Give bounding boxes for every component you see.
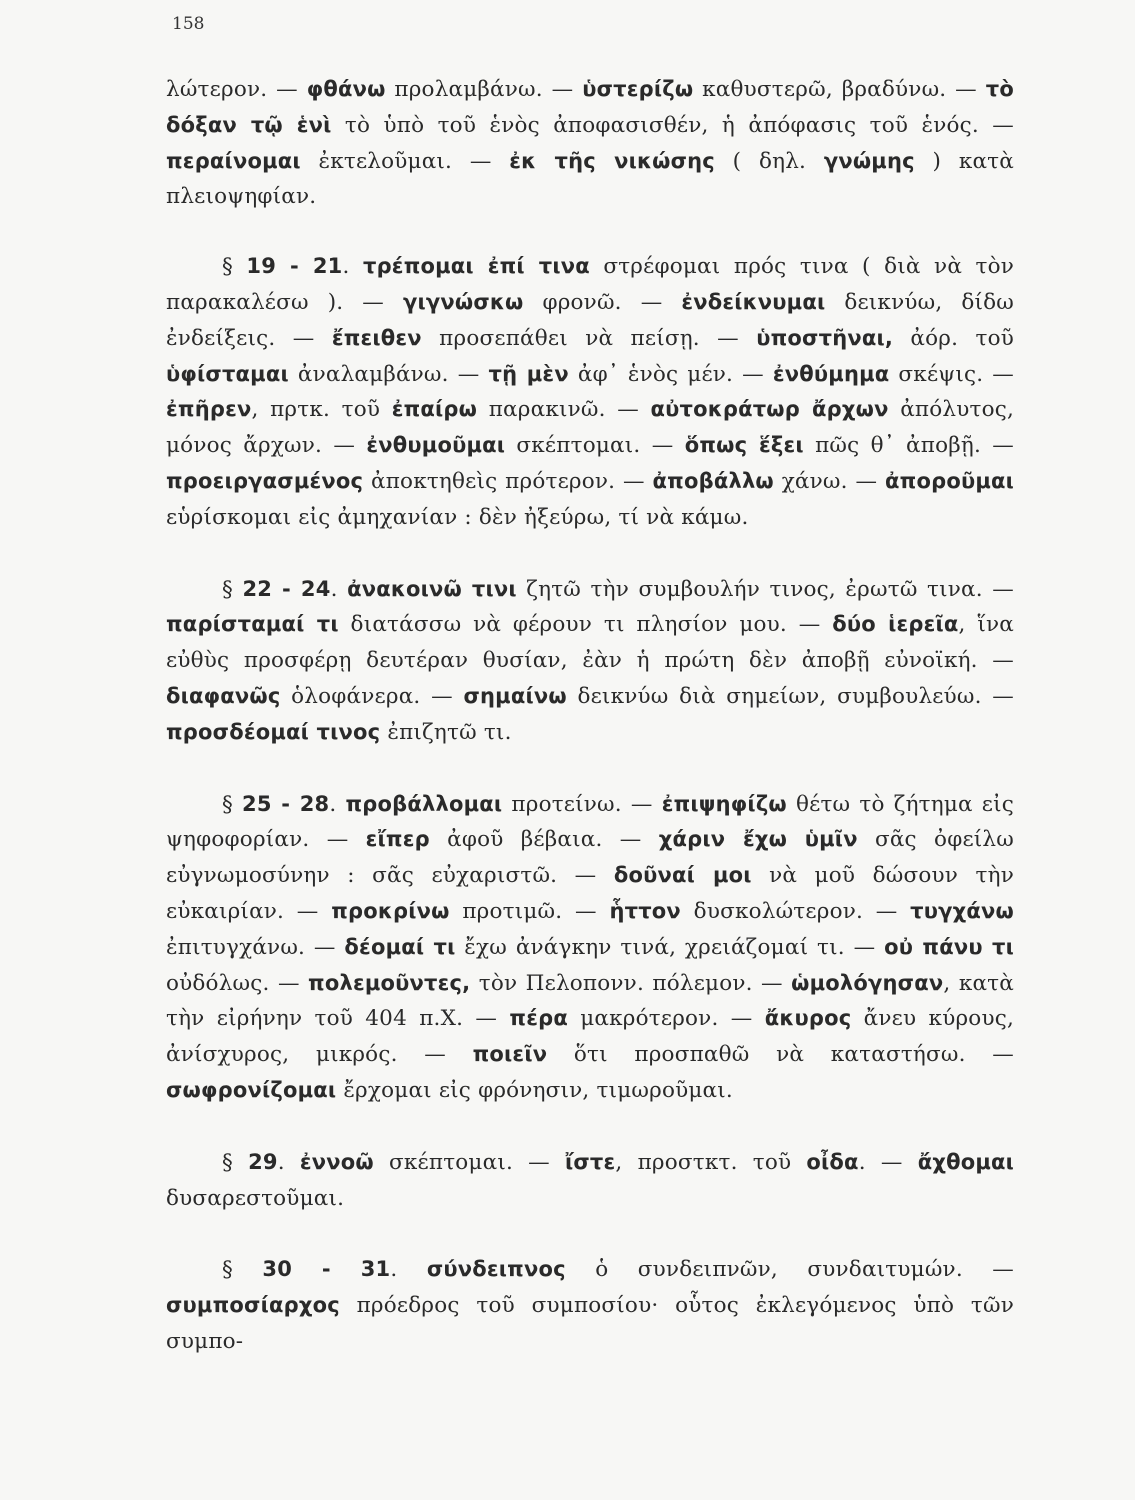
gloss-text: παρακινῶ. — bbox=[477, 397, 651, 423]
gloss-text: ἐπιτυγχάνω. — bbox=[166, 934, 345, 960]
lemma-term: ἀποροῦμαι bbox=[885, 468, 1014, 493]
lemma-term: ποιεῖν bbox=[472, 1042, 548, 1067]
lemma-term: χάριν ἔχω ὑμῖν bbox=[658, 827, 858, 852]
section-paragraph: § 30 - 31. σύνδειπνος ὁ συνδειπνῶν, συνδαιτυμών. — συμποσίαρχος πρόεδρος τοῦ συμποσίου· οὗτος ἐκλεγόμενος ὑπὸ τῶν συμπο- bbox=[166, 1257, 1014, 1354]
lemma-term: περαίνομαι bbox=[166, 148, 301, 173]
gloss-text: ( δηλ. bbox=[714, 148, 824, 174]
gloss-text: σκέπτομαι. — bbox=[373, 1149, 565, 1175]
lemma-term: προκρίνω bbox=[331, 898, 450, 923]
lemma-term: ἀποβάλλω bbox=[652, 468, 774, 493]
gloss-text: ἀφοῦ βέβαια. — bbox=[429, 827, 659, 853]
lemma-term: φθάνω bbox=[306, 77, 386, 101]
section-paragraph: § 29. ἐννοῶ σκέπτομαι. — ἴστε, προστκτ. τοῦ οἶδα. — ἄχθομαι δυσαρεστοῦμαι. bbox=[166, 1149, 1014, 1211]
gloss-text: προσεπάθει νὰ πείσῃ. — bbox=[421, 325, 757, 351]
gloss-text: δυσαρεστοῦμαι. bbox=[166, 1185, 345, 1211]
gloss-text: νὰ μοῦ δώσουν τὴν εὐκαιρίαν. — bbox=[166, 863, 1014, 924]
section-number: 29 bbox=[248, 1149, 278, 1174]
lemma-term: δέομαί τι bbox=[344, 934, 456, 959]
section-number: 22 - 24 bbox=[242, 576, 331, 601]
lemma-term: ἧττον bbox=[609, 898, 681, 923]
gloss-text: στρέφομαι πρός τινα ( διὰ νὰ τὸν παρακαλέσω ). — bbox=[166, 254, 1015, 315]
body-text bbox=[166, 72, 1014, 1360]
lemma-term: ἐπαίρω bbox=[391, 397, 478, 422]
lemma-term: ἐπῆρεν bbox=[166, 397, 252, 422]
gloss-text: δυσκολώτερον. — bbox=[680, 898, 911, 924]
lemma-term: τὸ δόξαν τῷ ἑνὶ bbox=[166, 77, 1014, 137]
section-paragraph: § 19 - 21. τρέπομαι ἐπί τινα στρέφομαι πρός τινα ( διὰ νὰ τὸν παρακαλέσω ). — γιγνώσκω φρονῶ. — ἐνδείκνυμαι δεικνύω, δίδω ἐνδείξεις. — ἔπειθεν προσεπάθει νὰ πείσῃ. — ὑποστῆναι, ἀόρ. τοῦ ὑφίσταμαι ἀναλαμβάνω. — τῇ μὲν ἀφ᾿ ἑνὸς μέν. — ἐνθύμημα σκέψις. — ἐπῆρεν, πρτκ. τοῦ ἐπαίρω παρακινῶ. — αὐτοκράτωρ ἄρχων ἀπόλυτος, μόνος ἄρχων. — ἐνθυμοῦμαι σκέπτομαι. — ὅπως ἕξει πῶς θ᾿ ἀποβῇ. — προειργασμένος ἀποκτηθεὶς πρότερον. — ἀποβάλλω χάνω. — ἀποροῦμαι εὑρίσκομαι εἰς ἀμηχανίαν : δὲν ἠξεύρω, τί νὰ κάμω. bbox=[166, 254, 1015, 530]
lemma-term: δύο ἱερεῖα bbox=[832, 612, 959, 637]
gloss-text: χάνω. — bbox=[773, 468, 886, 494]
lemma-term: τυγχάνω bbox=[910, 898, 1014, 923]
gloss-text: φρονῶ. — bbox=[523, 289, 682, 315]
gloss-text: σκέψις. — bbox=[889, 361, 1014, 387]
gloss-text: εὑρίσκομαι εἰς ἀμηχανίαν : δὲν ἠξεύρω, τί νὰ κάμω. bbox=[166, 504, 749, 530]
gloss-text: . — bbox=[858, 1149, 918, 1175]
lemma-term: παρίσταμαί τι bbox=[166, 612, 339, 637]
gloss-text: πρόεδρος τοῦ συμποσίου· οὗτος ἐκλεγόμενος ὑπὸ τῶν συμπο- bbox=[166, 1293, 1014, 1354]
lemma-term: τρέπομαι ἐπί τινα bbox=[362, 254, 590, 279]
gloss-text: ἐπιζητῶ τι. bbox=[380, 719, 512, 745]
gloss-text: ἔχω ἀνάγκην τινά, χρειάζομαί τι. — bbox=[455, 934, 885, 960]
gloss-text: δεικνύω, δίδω ἐνδείξεις. — bbox=[166, 289, 1014, 351]
gloss-text: ἄνευ κύρους, ἀνίσχυρος, μικρός. — bbox=[166, 1006, 1014, 1068]
gloss-text: ζητῶ τὴν συμβουλήν τινος, ἐρωτῶ τινα. — bbox=[516, 576, 1014, 602]
gloss-text: , πρτκ. τοῦ bbox=[251, 397, 392, 423]
lemma-term: προβάλλομαι bbox=[345, 791, 503, 816]
gloss-text: ἐκτελοῦμαι. — bbox=[300, 148, 510, 174]
gloss-text: διατάσσω νὰ φέρουν τι πλησίον μου. — bbox=[338, 612, 833, 638]
lemma-term: πέρα bbox=[509, 1006, 568, 1031]
gloss-text: ἀπόλυτος, μόνος ἄρχων. — bbox=[166, 397, 1014, 459]
gloss-text: ἔρχομαι εἰς φρόνησιν, τιμωροῦμαι. bbox=[336, 1077, 733, 1103]
lemma-term: οὐ πάνυ τι bbox=[884, 934, 1014, 959]
section-sign: § bbox=[222, 254, 247, 280]
lemma-term: προσδέομαί τινος bbox=[166, 719, 381, 744]
section-number: 25 - 28 bbox=[242, 791, 330, 816]
gloss-text: ἀναλαμβάνω. — bbox=[288, 361, 489, 387]
lemma-term: δοῦναί μοι bbox=[613, 863, 752, 888]
section-number: 19 - 21 bbox=[246, 254, 343, 279]
lemma-term: ἐνδείκνυμαι bbox=[681, 289, 826, 314]
section-paragraph: § 22 - 24. ἀνακοινῶ τινι ζητῶ τὴν συμβουλήν τινος, ἐρωτῶ τινα. — παρίσταμαί τι διατάσσω νὰ φέρουν τι πλησίον μου. — δύο ἱερεῖα, ἵνα εὐθὺς προσφέρῃ δευτέραν θυσίαν, ἐὰν ἡ πρώτη δὲν ἀποβῇ εὐνοϊκή. — διαφανῶς ὁλοφάνερα. — σημαίνω δεικνύω διὰ σημείων, συμβουλεύω. — προσδέομαί τινος ἐπιζητῶ τι. bbox=[166, 576, 1014, 745]
lemma-term: ἀνακοινῶ τινι bbox=[347, 576, 517, 601]
lemma-term: ἐννοῶ bbox=[299, 1149, 374, 1174]
gloss-text: μακρότερον. — bbox=[567, 1006, 765, 1032]
lemma-term: εἴπερ bbox=[365, 827, 430, 852]
lemma-term: προειργασμένος bbox=[166, 468, 364, 493]
lemma-term: ὑστερίζω bbox=[582, 77, 694, 101]
lemma-term: ἐκ τῆς νικώσης bbox=[509, 148, 715, 173]
gloss-text: ὁλοφάνερα. — bbox=[280, 683, 464, 709]
gloss-text: , ἵνα εὐθὺς προσφέρῃ δευτέραν θυσίαν, ἐὰν ἡ πρώτη δὲν ἀποβῇ εὐνοϊκή. — bbox=[166, 612, 1014, 674]
page-number: 158 bbox=[172, 14, 205, 34]
section-sign: § bbox=[222, 1257, 263, 1283]
gloss-text: ἀφ᾿ ἑνὸς μέν. — bbox=[568, 361, 773, 387]
lemma-term: σωφρονίζομαι bbox=[166, 1077, 337, 1102]
gloss-text: πῶς θ᾿ ἀποβῇ. — bbox=[803, 433, 1014, 459]
lemma-term: ἐπιψηφίζω bbox=[661, 791, 787, 816]
section-paragraph: § 25 - 28. προβάλλομαι προτείνω. — ἐπιψηφίζω θέτω τὸ ζήτημα εἰς ψηφοφορίαν. — εἴπερ ἀφοῦ βέβαια. — χάριν ἔχω ὑμῖν σᾶς ὀφείλω εὐγνωμοσύνην : σᾶς εὐχαριστῶ. — δοῦναί μοι νὰ μοῦ δώσουν τὴν εὐκαιρίαν. — προκρίνω προτιμῶ. — ἧττον δυσκολώτερον. — τυγχάνω ἐπιτυγχάνω. — δέομαί τι ἔχω ἀνάγκην τινά, χρειάζομαί τι. — οὐ πάνυ τι οὐδόλως. — πολεμοῦντες, τὸν Πελοπονν. πόλεμον. — ὡμολόγησαν, κατὰ τὴν εἰρήνην τοῦ 404 π.Χ. — πέρα μακρότερον. — ἄκυρος ἄνευ κύρους, ἀνίσχυρος, μικρός. — ποιεῖν ὅτι προσπαθῶ νὰ καταστήσω. — σωφρονίζομαι ἔρχομαι εἰς φρόνησιν, τιμωροῦμαι. bbox=[166, 791, 1015, 1103]
lemma-term: ἔπειθεν bbox=[331, 325, 422, 350]
section-sign: § bbox=[222, 576, 243, 602]
lemma-term: σημαίνω bbox=[463, 683, 567, 708]
gloss-text: σᾶς ὀφείλω εὐγνωμοσύνην : σᾶς εὐχαριστῶ. — bbox=[166, 827, 1014, 889]
gloss-text: ἀποκτηθεὶς πρότερον. — bbox=[363, 468, 653, 494]
gloss-text: τὸν Πελοπονν. πόλεμον. — bbox=[470, 970, 792, 996]
gloss-text: προλαμβάνω. — bbox=[385, 77, 583, 102]
gloss-text: θέτω τὸ ζήτημα εἰς ψηφοφορίαν. — bbox=[166, 791, 1015, 853]
gloss-text: λώτερον. — bbox=[166, 77, 307, 102]
gloss-text: ὅτι προσπαθῶ νὰ καταστήσω. — bbox=[547, 1042, 1014, 1068]
gloss-text: προτείνω. — bbox=[502, 791, 662, 817]
section-number: 30 - 31 bbox=[262, 1257, 391, 1282]
gloss-text: καθυστερῶ, βραδύνω. — bbox=[693, 77, 986, 102]
gloss-text: τὸ ὑπὸ τοῦ ἑνὸς ἀποφασισθέν, ἡ ἀπόφασις τοῦ ἑνός. — bbox=[331, 112, 1014, 138]
lemma-term: ὑποστῆναι, bbox=[756, 325, 894, 350]
lemma-term: γιγνώσκω bbox=[402, 289, 524, 314]
lemma-term: ἄκυρος bbox=[764, 1006, 852, 1031]
lemma-term: οἶδα bbox=[806, 1149, 859, 1174]
paragraph bbox=[166, 72, 1014, 215]
lemma-term: ἴστε bbox=[564, 1149, 616, 1174]
lemma-term: ἄχθομαι bbox=[917, 1149, 1014, 1174]
gloss-text: δεικνύω διὰ σημείων, συμβουλεύω. — bbox=[566, 683, 1014, 709]
section-sign: § bbox=[222, 791, 243, 817]
lemma-term: ὑφίσταμαι bbox=[166, 361, 289, 386]
lemma-term: γνώμης bbox=[823, 148, 915, 173]
lemma-term: ἐνθύμημα bbox=[772, 361, 890, 386]
lemma-term: τῇ μὲν bbox=[488, 361, 569, 386]
gloss-text: οὐδόλως. — bbox=[166, 970, 309, 996]
gloss-text: ὁ συνδειπνῶν, συνδαιτυμών. — bbox=[565, 1257, 1014, 1283]
lemma-term: ὅπως ἕξει bbox=[684, 433, 804, 458]
section-sign: § bbox=[222, 1149, 249, 1175]
gloss-text: ) κατὰ πλειοψηφίαν. bbox=[166, 148, 1014, 210]
lemma-term: ἐνθυμοῦμαι bbox=[366, 433, 506, 458]
gloss-text: σκέπτομαι. — bbox=[505, 433, 685, 459]
lemma-term: αὐτοκράτωρ ἄρχων bbox=[650, 397, 889, 422]
lemma-term: σύνδειπνος bbox=[426, 1257, 566, 1282]
lemma-term: συμποσίαρχος bbox=[166, 1293, 340, 1318]
gloss-text: , προστκτ. τοῦ bbox=[615, 1149, 807, 1175]
gloss-text: , κατὰ τὴν εἰρήνην τοῦ 404 π.Χ. — bbox=[166, 970, 1014, 1032]
gloss-text: ἀόρ. τοῦ bbox=[893, 325, 1014, 351]
lemma-term: πολεμοῦντες, bbox=[308, 970, 471, 995]
lemma-term: διαφανῶς bbox=[166, 683, 281, 708]
gloss-text: προτιμῶ. — bbox=[449, 898, 610, 924]
lemma-term: ὡμολόγησαν bbox=[791, 970, 944, 995]
